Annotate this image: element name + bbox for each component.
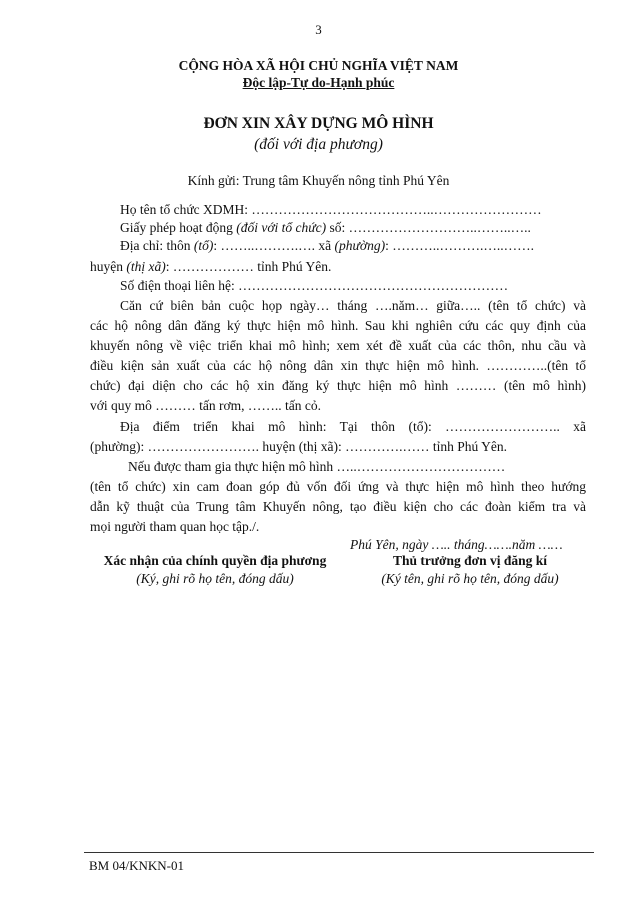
address-ward-note: (phường) — [334, 238, 386, 253]
address-ward-blank: : ………..……….…..……. — [385, 238, 534, 253]
license-number-blank: số: ………………………..……..….. — [326, 220, 531, 235]
district-note: (thị xã) — [126, 259, 166, 274]
paragraph-1-line-1: Căn cứ biên bản cuộc họp ngày… tháng ….năm… giữa….. (tên tổ chức) và — [120, 298, 586, 313]
commitment-line-2: (tên tổ chức) xin cam đoan góp đủ vốn đối ứng và thực hiện mô hình theo hướng — [90, 479, 586, 494]
date-line: Phú Yên, ngày ….. tháng…….năm …… — [350, 537, 563, 552]
location-line-2: (phường): ……………………. huyện (thị xã): ………….…… tỉnh Phú Yên. — [90, 439, 508, 454]
address-label: Địa chỉ: thôn — [120, 238, 194, 253]
district-blank: : ……………… tỉnh Phú Yên. — [165, 259, 332, 274]
footer-divider — [84, 852, 594, 853]
motto-text: Độc lập-Tự do-Hạnh phúc — [242, 75, 395, 90]
district-line — [90, 258, 586, 276]
address-line — [120, 237, 586, 255]
license-note: (đối với tổ chức) — [236, 220, 327, 235]
org-name-line: Họ tên tổ chức XDMH: …………………………………..…………………… — [120, 202, 542, 217]
commitment-line-3: dẫn kỹ thuật của Trung tâm Khuyến nông, tạo điều kiện cho các đoàn kiểm tra và — [90, 499, 586, 514]
national-motto — [0, 75, 637, 91]
local-authority-title: Xác nhận của chính quyền địa phương — [103, 553, 327, 568]
district-label: huyện — [90, 259, 127, 274]
page-number: 3 — [315, 22, 322, 37]
unit-head-title: Thủ trưởng đơn vị đăng kí — [393, 553, 547, 568]
paragraph-1-line-3: khuyến nông về việc triển khai mô hình; xem xét đề xuất của các thôn, nhu cầu và — [90, 338, 586, 353]
phone-line: Số điện thoại liên hệ: …………………………………………………… — [120, 278, 509, 293]
paragraph-1-line-2: các hộ nông dân đăng ký thực hiện mô hình. Sau khi nghiên cứu các quy định của — [90, 318, 586, 333]
commitment-line-1: Nếu được tham gia thực hiện mô hình …..…………………………… — [128, 459, 506, 474]
license-line — [120, 219, 586, 237]
recipient-line: Kính gửi: Trung tâm Khuyến nông tỉnh Phú Yên — [187, 173, 450, 188]
commitment-line-4: mọi người tham quan học tập./. — [90, 519, 260, 534]
paragraph-1-line-4: điều kiện sản xuất của các hộ nông dân xin thực hiện mô hình. …………..(tên tổ — [90, 358, 586, 373]
location-line-1: Địa điểm triển khai mô hình: Tại thôn (tổ): …………………….. xã — [120, 419, 586, 434]
form-title: ĐƠN XIN XÂY DỰNG MÔ HÌNH — [203, 115, 434, 132]
paragraph-1-line-6: với quy mô ……… tấn rơm, …….. tấn cỏ. — [90, 398, 322, 413]
paragraph-1-line-5: chức) đại diện cho các hộ xin đăng ký thực hiện mô hình ……… (tên mô hình) — [90, 378, 586, 393]
license-label: Giấy phép hoạt động — [120, 220, 237, 235]
address-hamlet-blank: : ……..……….…. xã — [213, 238, 335, 253]
form-subtitle: (đối với địa phương) — [254, 136, 383, 153]
unit-head-note: (Ký tên, ghi rõ họ tên, đóng dấu) — [381, 571, 559, 586]
form-code: BM 04/KNKN-01 — [89, 858, 184, 873]
national-title: CỘNG HÒA XÃ HỘI CHỦ NGHĨA VIỆT NAM — [178, 58, 459, 73]
local-authority-note: (Ký, ghi rõ họ tên, đóng dấu) — [136, 571, 294, 586]
address-hamlet-note: (tổ) — [193, 238, 214, 253]
